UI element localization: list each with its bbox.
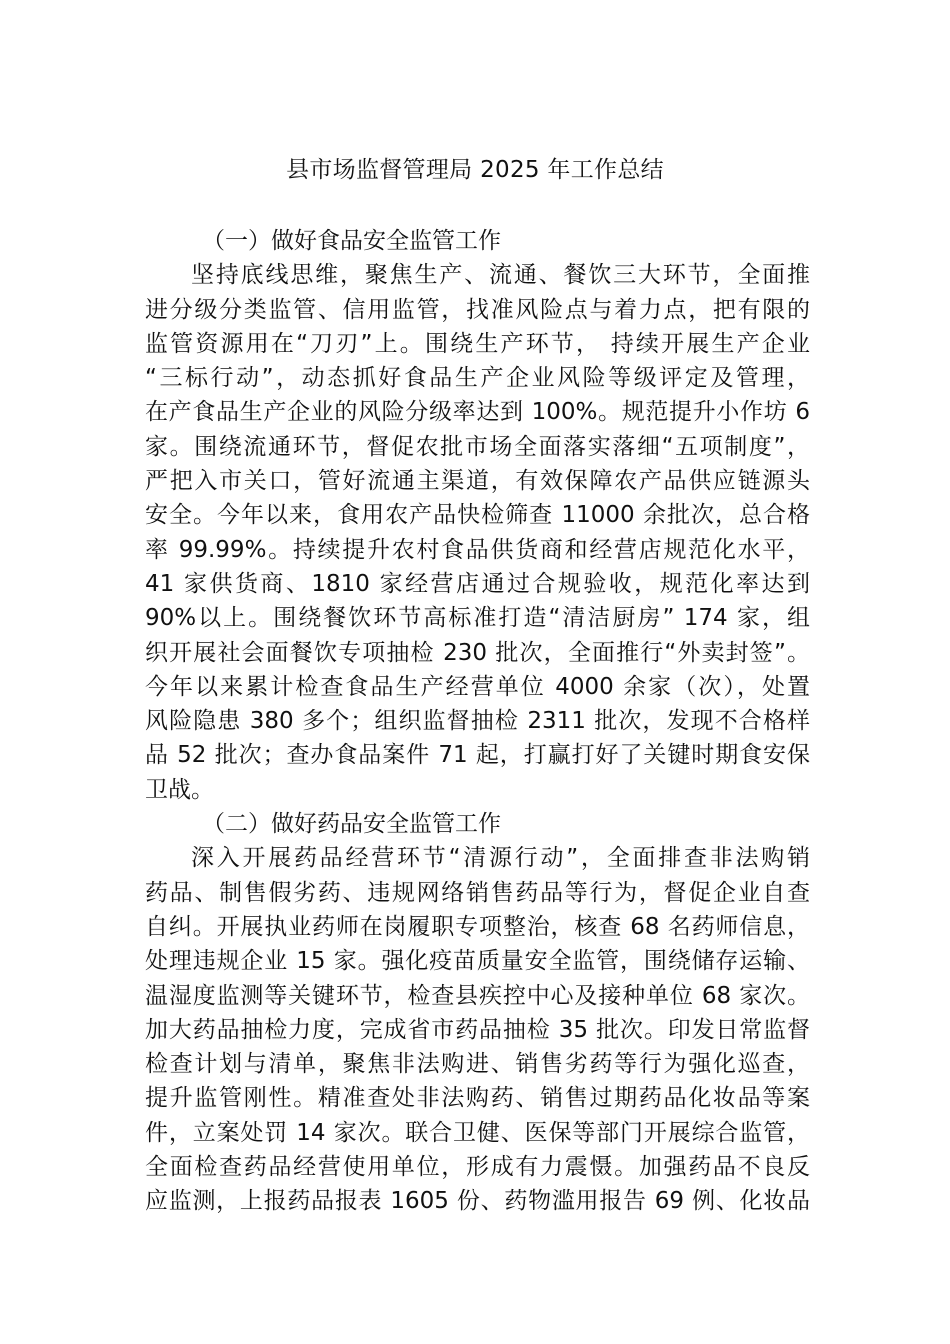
paragraph-line: 温湿度监测等关键环节，检查县疾控中心及接种单位 68 家次。	[145, 982, 810, 1009]
paragraph-line: 应监测，上报药品报表 1605 份、药物滥用报告 69 例、化妆品	[145, 1188, 810, 1215]
paragraph-line: “三标行动”，动态抓好食品生产企业风险等级评定及管理，	[145, 365, 810, 392]
paragraph-line: 全面检查药品经营使用单位，形成有力震慑。加强药品不良反	[145, 1154, 810, 1181]
paragraph-line: 在产食品生产企业的风险分级率达到 100%。规范提升小作坊 6	[145, 399, 810, 426]
paragraph-line: 率 99.99%。持续提升农村食品供货商和经营店规范化水平，	[145, 536, 810, 563]
paragraph-line: 织开展社会面餐饮专项抽检 230 批次，全面推行“外卖封签”。	[145, 639, 810, 666]
section-heading-drug-safety: （二）做好药品安全监管工作	[202, 811, 501, 838]
document-body	[145, 224, 810, 1219]
paragraph-line: 监管资源用在“刀刃”上。围绕生产环节， 持续开展生产企业	[145, 330, 810, 357]
paragraph-line: 严把入市关口，管好流通主渠道，有效保障农产品供应链源头	[145, 468, 810, 495]
paragraph-line: 件，立案处罚 14 家次。联合卫健、医保等部门开展综合监管，	[145, 1119, 810, 1146]
paragraph-line: 深入开展药品经营环节“清源行动”，全面排查非法购销	[191, 845, 810, 872]
paragraph-line: 品 52 批次；查办食品案件 71 起，打赢打好了关键时期食安保	[145, 742, 810, 769]
section-heading-food-safety: （一）做好食品安全监管工作	[202, 228, 501, 254]
paragraph-line: 今年以来累计检查食品生产经营单位 4000 余家（次），处置	[145, 673, 810, 700]
document-title: 县市场监督管理局 2025 年工作总结	[286, 157, 664, 183]
paragraph-line: 加大药品抽检力度，完成省市药品抽检 35 批次。印发日常监督	[145, 1016, 810, 1043]
paragraph-line: 自纠。开展执业药师在岗履职专项整治，核查 68 名药师信息，	[145, 913, 810, 940]
paragraph-line: 90%以上。围绕餐饮环节高标准打造“清洁厨房” 174 家，组	[145, 605, 810, 632]
paragraph-line: 检查计划与清单，聚焦非法购进、销售劣药等行为强化巡查，	[145, 1051, 810, 1078]
paragraph-line: 药品、制售假劣药、违规网络销售药品等行为，督促企业自查	[145, 879, 810, 906]
paragraph-line: 家。围绕流通环节，督促农批市场全面落实落细“五项制度”，	[145, 433, 810, 460]
paragraph-line: 安全。今年以来，食用农产品快检筛查 11000 余批次，总合格	[145, 502, 810, 529]
paragraph-line: 41 家供货商、1810 家经营店通过合规验收，规范化率达到	[145, 570, 810, 597]
paragraph-line: 进分级分类监管、信用监管，找准风险点与着力点，把有限的	[145, 296, 810, 323]
paragraph-line: 坚持底线思维，聚焦生产、流通、餐饮三大环节，全面推	[191, 262, 810, 289]
paragraph-line: 提升监管刚性。精准查处非法购药、销售过期药品化妆品等案	[145, 1085, 810, 1112]
paragraph-line: 卫战。	[145, 776, 214, 803]
paragraph-line: 风险隐患 380 多个；组织监督抽检 2311 批次，发现不合格样	[145, 708, 810, 735]
paragraph-line: 处理违规企业 15 家。强化疫苗质量安全监管，围绕储存运输、	[145, 948, 810, 975]
